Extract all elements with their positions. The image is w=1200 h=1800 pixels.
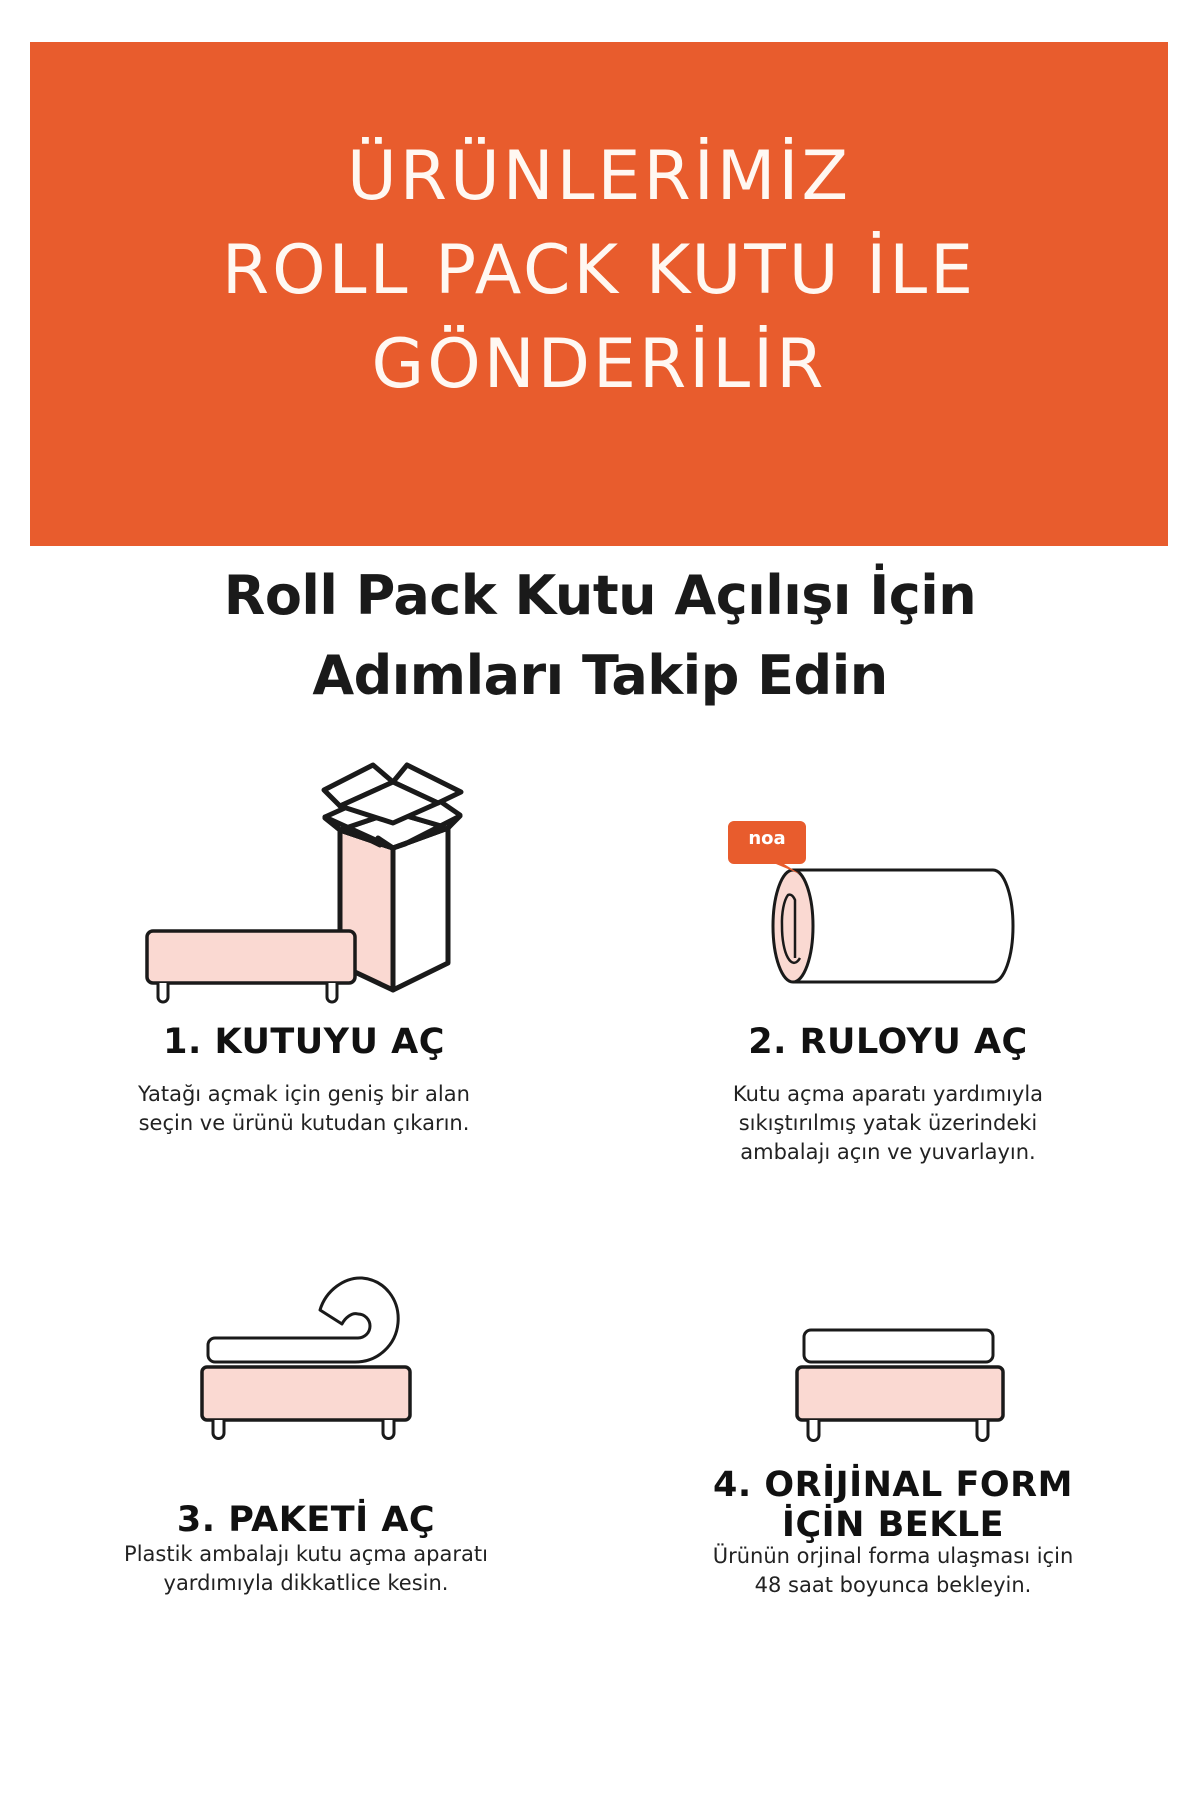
step-2-title [688, 1020, 1088, 1064]
step-desc-line: Plastik ambalajı kutu açma aparatı [124, 1542, 488, 1566]
step-desc-line: seçin ve ürünü kutudan çıkarın. [138, 1111, 470, 1135]
open-box-and-bed-icon [140, 755, 470, 1010]
unrolling-mattress-on-bed-icon [195, 1270, 420, 1445]
step-2-description [638, 1080, 1138, 1167]
header-banner [30, 42, 1168, 546]
step-desc-line: sıkıştırılmış yatak üzerindeki [738, 1111, 1038, 1135]
step-desc-line: 48 saat boyunca bekleyin. [754, 1573, 1032, 1597]
step-desc-line: ambalajı açın ve yuvarlayın. [740, 1140, 1036, 1164]
step-desc-line: Ürünün orjinal forma ulaşması için [712, 1544, 1074, 1568]
step-title-line: İÇİN BEKLE [781, 1505, 1005, 1545]
brand-tag-label: noa [748, 828, 786, 849]
step-4-description [643, 1542, 1143, 1600]
step-title-line: 3. PAKETİ AÇ [176, 1500, 436, 1540]
banner-title-line: ÜRÜNLERİMİZ [346, 137, 852, 216]
step-1-title [104, 1020, 504, 1064]
step-desc-line: Yatağı açmak için geniş bir alan [138, 1082, 470, 1106]
step-4-title [693, 1465, 1093, 1545]
step-desc-line: yardımıyla dikkatlice kesin. [163, 1571, 449, 1595]
mattress-on-bed-icon [790, 1325, 1010, 1450]
step-3-title [106, 1498, 506, 1542]
step-title-line: 1. KUTUYU AÇ [163, 1022, 445, 1062]
step-title-line: 2. RULOYU AÇ [748, 1022, 1028, 1062]
step-3-description [56, 1540, 556, 1598]
page-subtitle [0, 556, 1200, 716]
banner-title-line: GÖNDERİLİR [371, 325, 827, 404]
banner-title-line: ROLL PACK KUTU İLE [221, 231, 977, 310]
step-title-line: 4. ORİJİNAL FORM [713, 1465, 1073, 1505]
step-1-description [54, 1080, 554, 1138]
subtitle-line: Roll Pack Kutu Açılışı İçin [223, 564, 977, 627]
subtitle-line: Adımları Takip Edin [312, 644, 888, 707]
step-desc-line: Kutu açma aparatı yardımıyla [732, 1082, 1044, 1106]
banner-title [30, 130, 1168, 412]
